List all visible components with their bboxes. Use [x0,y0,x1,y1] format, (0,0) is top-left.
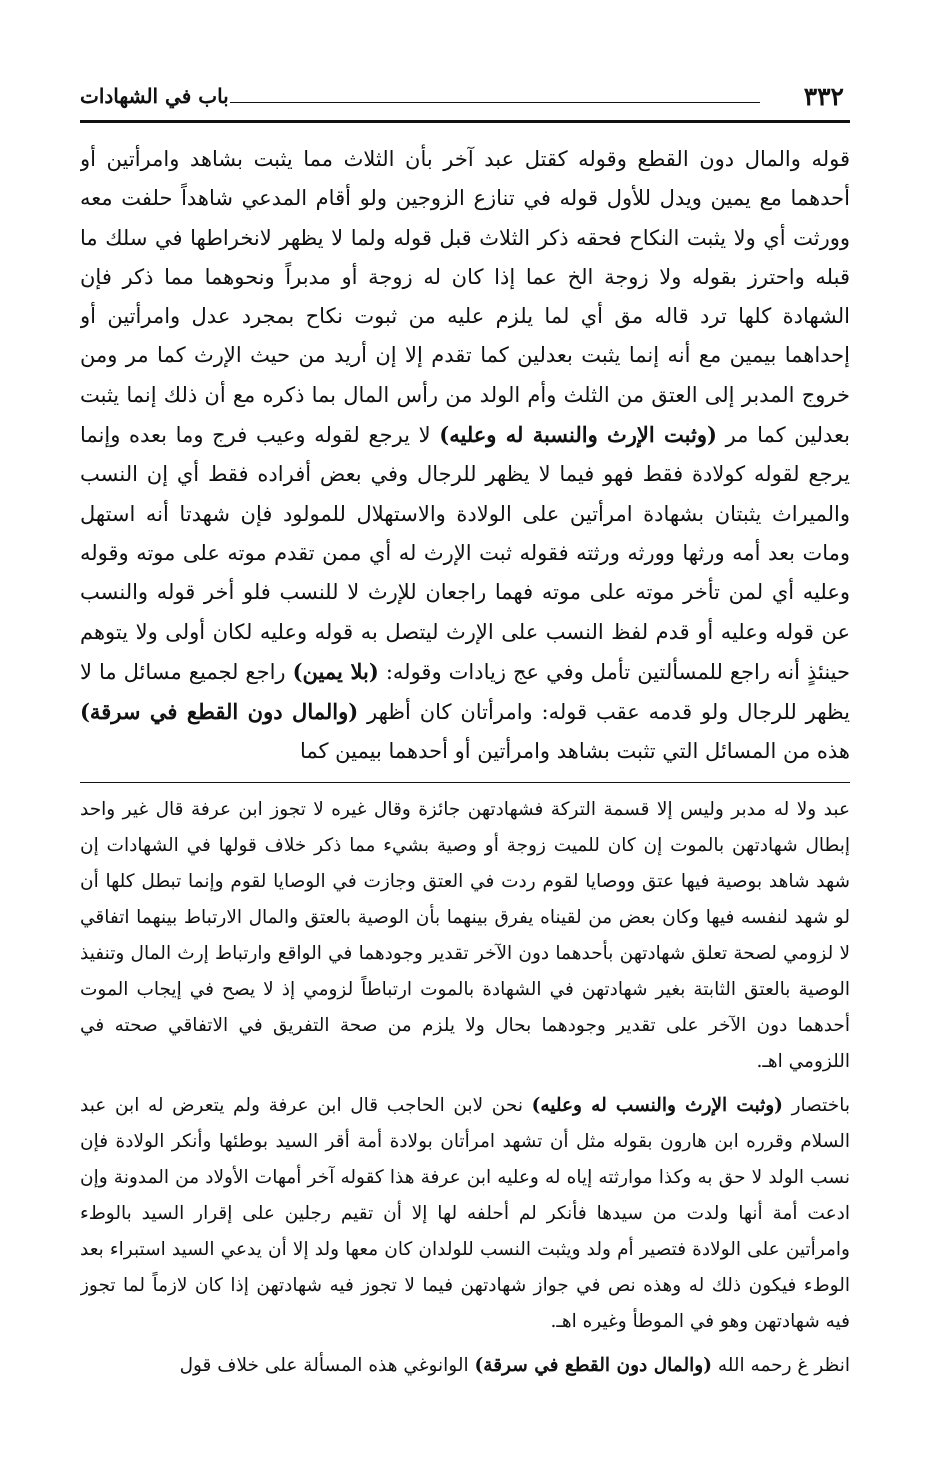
footnote-paragraph [80,1348,850,1382]
matn-quote: (والمال دون القطع في سرقة) [80,699,359,725]
page-number: ٣٣٢ [803,82,844,111]
matn-quote: (بلا يمين) [292,658,379,684]
body-paragraph: راجع لجميع مسائل ما لا يظهر للرجال ولو قدمه عقب قوله: وامرأتان كان أظهر [80,659,850,725]
header-divider [80,120,850,123]
footnote-paragraph [80,792,850,1080]
running-title: باب في الشهادات [80,84,229,108]
matn-quote: (وثبت الإرث والنسبة له وعليه) [439,422,717,448]
footnotes [80,792,850,1382]
body-paragraph: قوله والمال دون القطع وقوله كقتل عبد آخر بأن الثلاث مما يثبت بشاهد وامرأتين أو أحدهما مع يمين ويدل للأول قوله في تنازع الزوجين ولو أقام المدعي شاهداً حلفت معه وورثت أي ولا يثبت النكاح فحقه ذكر الثلاث قبل قوله ولما لا يظهر لانخراطها في سلك ما قبله واحترز بقوله ولا زوجة الخ عما إذا كان له زوجة أو مدبراً ونحوهما مما ذكر فإن الشهادة كلها ترد قاله مق أي لما يلزم عليه من ثبوت نكاح بمجرد عدل وامرأتين أو إحداهما بيمين مع أنه إنما يثبت بعدلين كما تقدم إلا إن أريد من حيث الإرث كما مر ومن خروج المدبر إلى العتق من الثلث وأم الولد من رأس المال بما ذكره مع أن ذلك إنما يثبت بعدلين كما مر [80,147,850,448]
header-rule [230,102,760,103]
footnote-paragraph [80,1088,850,1340]
matn-quote: (والمال دون القطع في سرقة) [474,1355,712,1376]
footnote-text: عبد ولا له مدبر وليس إلا قسمة التركة فشهادتهن جائزة وقال غيره لا تجوز ابن عرفة قال غير واحد إبطال شهادتهن بالموت إن كان للميت زوجة أو وصية بشيء مما ذكر خلاف قولها في الشهادات إن شهد شاهد بوصية فيها عتق ووصايا لقوم ردت في العتق وجازت في الوصايا لقوم وإنما تبطل كلها أن لو شهد لنفسه فيها وكان بعض من لقيناه يفرق بينهما بأن الوصية بالعتق والمال الارتباط بينهما اتفاقي لا لزومي لصحة تعلق شهادتهن بأحدهما دون الآخر تقدير وجودهما في الواقع وارتباط إرث المال وتنفيذ الوصية بالعتق الثابتة بغير شهادتهن في الشهادة بالموت ارتباطاً لزومي إذ لا يصح في إيجاب الموت أحدهما دون الآخر على تقدير وجودهما بحال ولا يلزم من صحة التفريق في الاتفاقي صحته في اللزومي اهـ. [80,799,850,1072]
footnote-text: الوانوغي هذه المسألة على خلاف قول [179,1355,469,1376]
body-paragraph: لا يرجع لقوله وعيب فرج وما بعده وإنما يرجع لقوله كولادة فقط فهو فيما لا يظهر للرجال وفي بعض أفراده فقط أي إن النسب والميراث يثبتان بشهادة امرأتين على الولادة والاستهلال للمولود فإن شهدتا أنه استهل ومات بعد أمه ورثها وورثه ورثته فقوله ثبت الإرث له أي ممن تقدم موته على موته وقوله وعليه أي لمن تأخر موته على موته فهما راجعان للإرث لا للنسب فلو أخر قوله والنسب عن قوله وعليه أو قدم لفظ النسب على الإرث ليتصل به قوله وعليه لكان أولى ولا يتوهم حينئذٍ أنه راجع للمسألتين تأمل وفي عج زيادات وقوله: [80,423,850,684]
footnote-text: انظر غ رحمه الله [717,1355,850,1376]
footnote-separator [80,782,850,783]
footnote-text: نحن لابن الحاجب قال ابن عرفة ولم يتعرض له ابن عبد السلام وقرره ابن هارون بقوله مثل أن تشهد امرأتان بولادة أمة أقر السيد بوطئها وأنكر الولادة فإن نسب الولد لا حق به وكذا موارثته إياه له وعليه ابن عرفة هذا كقوله آخر أمهات الأولاد من المدونة وإن ادعت أمة أنها ولدت من سيدها فأنكر لم أحلفه لها إلا أن تقيم رجلين على إقرار السيد بالوطء وامرأتين على الولادة فتصير أم ولد ويثبت النسب للولدان كان معها ولد إلا أن يدعي السيد استبراء بعد الوطء فيكون ذلك له وهذه نص في جواز شهادتهن فيما لا تجوز فيه شهادتهن إذا كان لازماً لما تجوز فيه شهادتهن وهو في الموطأ وغيره اهـ. [80,1095,850,1332]
page-header [80,78,850,118]
matn-quote: (وثبت الإرث والنسب له وعليه) [531,1095,783,1116]
main-text [80,140,850,770]
footnote-text: باختصار [791,1095,850,1116]
body-paragraph: هذه من المسائل التي تثبت بشاهد وامرأتين أو أحدهما بيمين كما [299,739,850,764]
